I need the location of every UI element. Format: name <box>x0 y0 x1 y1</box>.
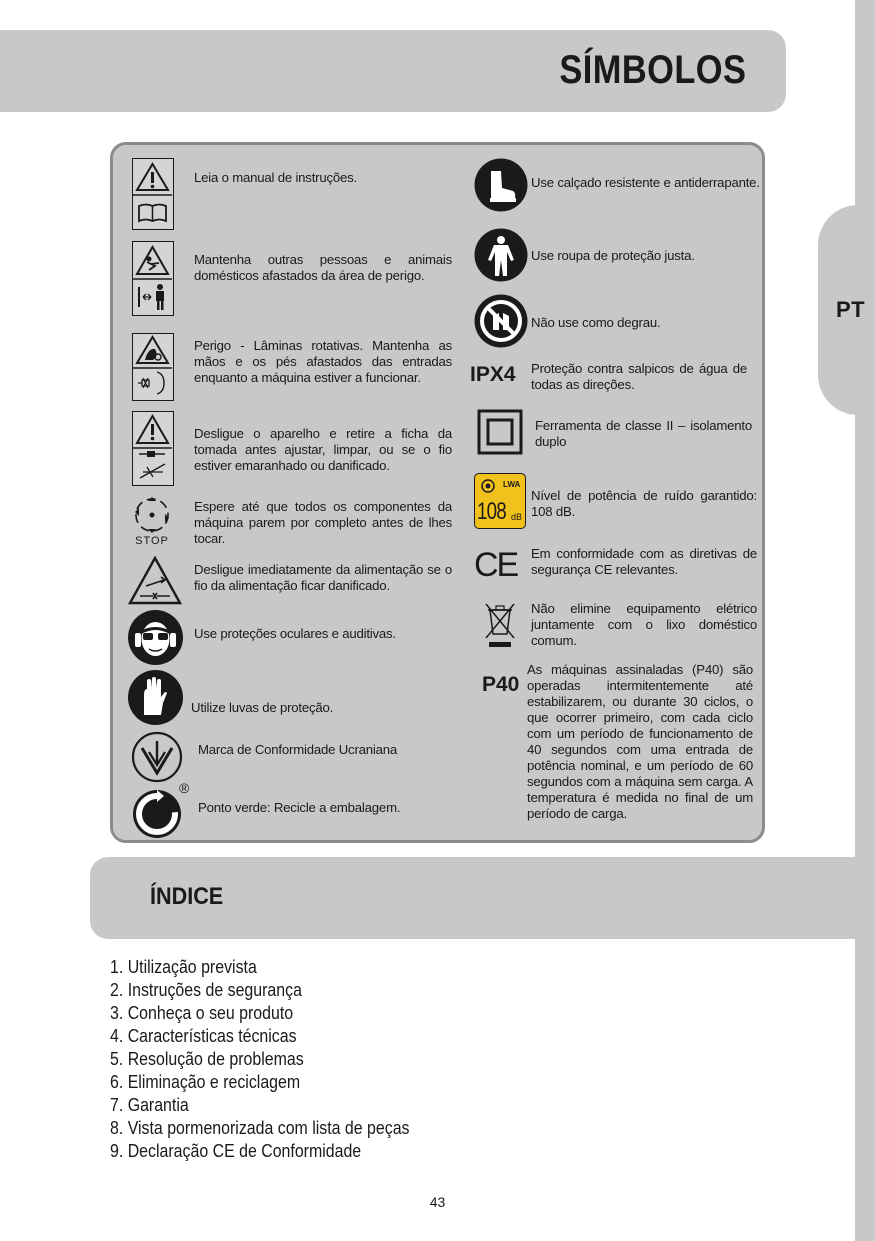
lwa-label: LWA <box>503 480 521 489</box>
table-of-contents <box>110 955 458 1162</box>
symbol-text-stop: Espere até que todos os componentes da máquina parem por completo antes de lhes tocar. <box>194 499 452 546</box>
toc-item: 8. Vista pormenorizada com lista de peças <box>110 1117 410 1138</box>
symbol-text-p40: As máquinas assinaladas (P40) são operadas intermitentemente até estabilizarem, ou durante 30 ciclos, o que ocorrer primeiro, com cada ciclo com um período de funcionamento de 40 segundos com uma entrada de potência nominal, e um período de 60 segundos com a máquina sem carga. A temperatura é medida no final de um período de carga. <box>527 662 753 821</box>
toc-item: 1. Utilização prevista <box>110 956 257 977</box>
bystander-distance-icon <box>132 241 174 316</box>
stop-wait-icon <box>128 495 176 549</box>
warning-book-icon <box>132 158 174 230</box>
green-dot-icon <box>131 780 190 840</box>
index-title: ÍNDICE <box>150 883 224 910</box>
page-number: 43 <box>429 1194 446 1210</box>
index-header <box>90 857 875 939</box>
noise-unit: dB <box>511 512 523 522</box>
stop-label: STOP <box>135 535 169 547</box>
symbol-text-eye-ear: Use proteções oculares e auditivas. <box>194 626 396 641</box>
toc-item: 4. Características técnicas <box>110 1025 297 1046</box>
symbol-text-boots: Use calçado resistente e antiderrapante. <box>531 175 760 190</box>
ipx4-icon: IPX4 <box>470 363 516 386</box>
toc-item: 7. Garantia <box>110 1094 189 1115</box>
ce-mark-icon: CE <box>474 546 518 584</box>
unplug-icon <box>132 411 174 486</box>
ukraine-conformity-icon <box>131 731 183 783</box>
symbol-text-no-step: Não use como degrau. <box>531 315 661 330</box>
toc-item: 2. Instruções de segurança <box>110 979 302 1000</box>
symbol-text-gloves: Utilize luvas de proteção. <box>191 700 334 715</box>
noise-level-icon <box>474 473 526 529</box>
page-edge-strip <box>855 0 875 1241</box>
section-header <box>0 30 786 112</box>
toc-item: 9. Declaração CE de Conformidade <box>110 1140 362 1161</box>
safety-boots-icon <box>474 158 528 212</box>
damaged-cable-icon <box>128 556 182 606</box>
symbol-text-unplug: Desligue o aparelho e retire a ficha da tomada antes ajustar, limpar, ou se o fio estiver emaranhado ou danificado. <box>194 426 452 473</box>
class-ii-icon <box>476 408 524 456</box>
no-step-icon <box>474 294 528 348</box>
registered-mark: ® <box>179 780 190 796</box>
symbol-text-clothing: Use roupa de proteção justa. <box>531 248 695 263</box>
language-tab <box>818 205 875 415</box>
weee-bin-icon <box>480 600 520 648</box>
symbol-text-class-ii: Ferramenta de classe II – isolamento duplo <box>535 418 752 449</box>
symbol-text-ce: Em conformidade com as diretivas de segurança CE relevantes. <box>531 546 757 577</box>
eye-ear-protection-icon <box>127 609 184 666</box>
protective-clothing-icon <box>474 228 528 282</box>
symbol-text-ipx4: Proteção contra salpicos de água de todas as direções. <box>531 361 747 392</box>
language-tab-label: PT <box>836 297 866 322</box>
symbol-text-damaged-cable: Desligue imediatamente da alimentação se o fio da alimentação ficar danificado. <box>194 562 452 593</box>
symbol-text-read-manual: Leia o manual de instruções. <box>194 170 358 185</box>
toc-item: 3. Conheça o seu produto <box>110 1002 294 1023</box>
p40-icon: P40 <box>482 673 520 696</box>
toc-item: 5. Resolução de problemas <box>110 1048 304 1069</box>
rotating-blades-icon <box>132 333 174 401</box>
symbol-text-green-dot: Ponto verde: Recicle a embalagem. <box>198 800 401 815</box>
symbol-text-noise: Nível de potência de ruído garantido: 108 dB. <box>531 488 757 519</box>
page-title: SÍMBOLOS <box>559 48 746 92</box>
symbol-text-weee: Não elimine equipamento elétrico juntamente com o lixo doméstico comum. <box>531 601 757 648</box>
symbol-text-rotating-blades: Perigo - Lâminas rotativas. Mantenha as mãos e os pés afastados das entradas enquanto a máquina estiver a funcionar. <box>194 338 452 385</box>
symbol-text-ukraine: Marca de Conformidade Ucraniana <box>198 742 398 757</box>
gloves-icon <box>127 669 184 726</box>
symbol-text-bystanders: Mantenha outras pessoas e animais domésticos afastados da área de perigo. <box>194 252 452 283</box>
noise-value: 108 <box>477 498 506 525</box>
toc-item: 6. Eliminação e reciclagem <box>110 1071 301 1092</box>
